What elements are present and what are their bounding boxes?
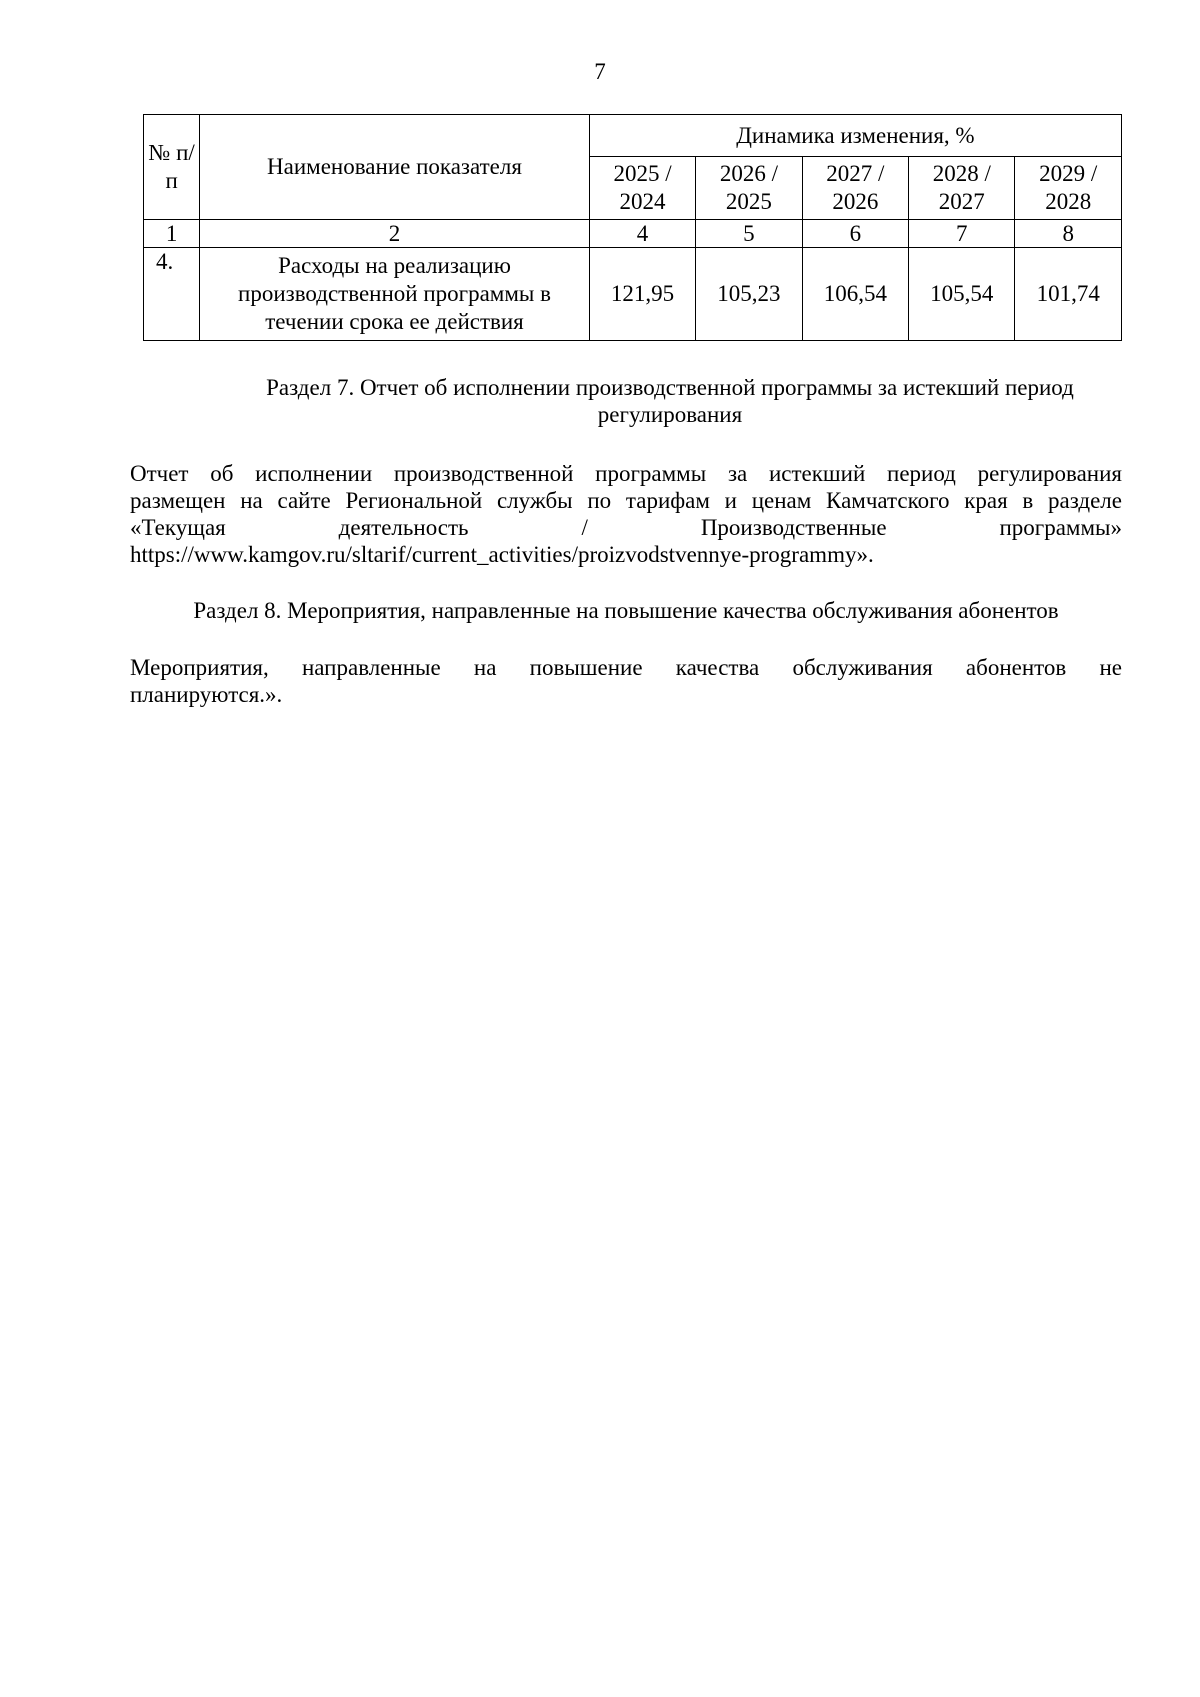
column-number: 1 [144, 220, 200, 248]
column-number: 2 [200, 220, 590, 248]
section-7-title: Раздел 7. Отчет об исполнении производственной программы за истекший период регулирования [266, 375, 1074, 427]
column-number: 5 [696, 220, 802, 248]
column-number: 6 [802, 220, 908, 248]
row-number: 4. [144, 248, 200, 341]
year-top: 2028 / [932, 161, 991, 186]
header-name: Наименование показателя [200, 115, 590, 220]
year-top: 2027 / [826, 161, 885, 186]
year-bottom: 2027 [938, 189, 985, 214]
column-number: 4 [589, 220, 695, 248]
year-bottom: 2024 [619, 189, 666, 214]
section-8-title: Раздел 8. Мероприятия, направленные на повышение качества обслуживания абонентов [193, 598, 1059, 623]
table-header-row [144, 115, 1122, 157]
header-dynamics: Динамика изменения, % [589, 115, 1121, 157]
section-7-text-line: «Текущая деятельность / Производственные программы» [130, 515, 1122, 540]
section-8-text [130, 654, 1122, 708]
header-year [909, 157, 1015, 220]
section-8-text-line: планируются.». [130, 682, 283, 707]
row-value: 105,54 [909, 248, 1015, 341]
year-top: 2029 / [1039, 161, 1098, 186]
header-no: № п/п [144, 115, 200, 220]
table-row [144, 248, 1122, 341]
year-top: 2025 / [613, 161, 672, 186]
header-year [802, 157, 908, 220]
header-year [589, 157, 695, 220]
row-value: 121,95 [589, 248, 695, 341]
section-7-text [130, 460, 1122, 568]
section-7-link: https://www.kamgov.ru/sltarif/current_activities/proizvodstvennye-programmy». [130, 542, 874, 567]
row-value: 105,23 [696, 248, 802, 341]
table-column-numbers-row [144, 220, 1122, 248]
column-number: 7 [909, 220, 1015, 248]
year-bottom: 2025 [725, 189, 772, 214]
row-value: 106,54 [802, 248, 908, 341]
header-year [696, 157, 802, 220]
indicators-table [143, 114, 1122, 341]
header-year [1015, 157, 1122, 220]
page-number: 7 [594, 59, 606, 84]
section-7-text-line: Отчет об исполнении производственной программы за истекший период регулирования [130, 461, 1122, 486]
section-7-text-line: размещен на сайте Региональной службы по тарифам и ценам Камчатского края в разделе [130, 488, 1122, 513]
year-bottom: 2026 [832, 189, 879, 214]
section-8-text-line: Мероприятия, направленные на повышение качества обслуживания абонентов не [130, 655, 1122, 680]
row-indicator-name: Расходы на реализацию производственной программы в течении срока ее действия [200, 248, 590, 341]
row-value: 101,74 [1015, 248, 1122, 341]
column-number: 8 [1015, 220, 1122, 248]
year-top: 2026 / [719, 161, 778, 186]
year-bottom: 2028 [1045, 189, 1092, 214]
